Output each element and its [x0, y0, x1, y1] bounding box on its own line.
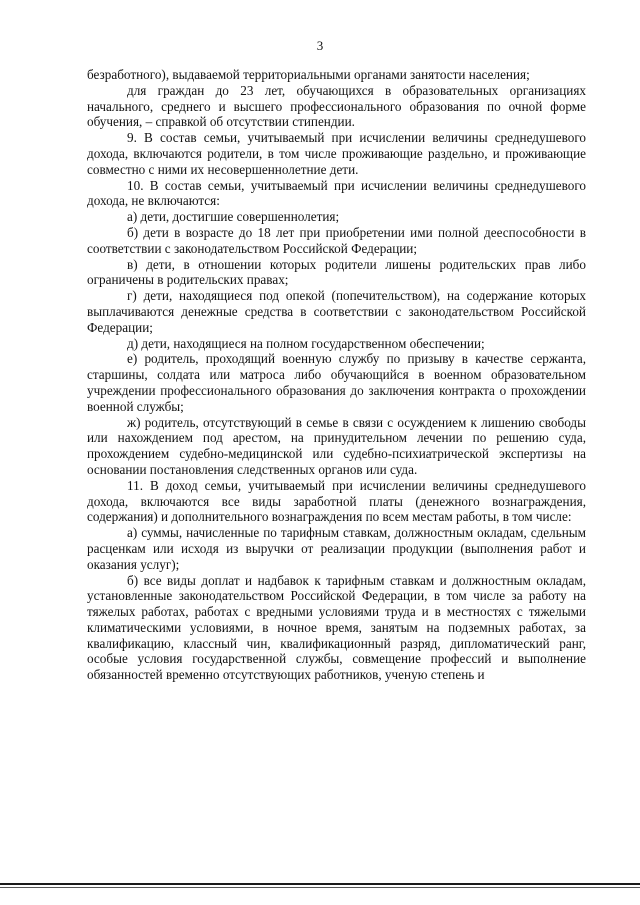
- page-number: 3: [316, 38, 324, 53]
- paragraph-item-11: 11. В доход семьи, учитываемый при исчислении величины среднедушевого дохода, включаются все виды заработной платы (денежного вознаграждения, содержания) и дополнительного вознаграждения по всем местам работы, в том числе:: [87, 477, 586, 525]
- paragraph-continuation: безработного), выдаваемой территориальными органами занятости населения;: [87, 67, 530, 82]
- paragraph-item-10-a: а) дети, достигшие совершеннолетия;: [127, 209, 340, 225]
- paragraph-item-10-e: е) родитель, проходящий военную службу по призыву в качестве сержанта, старшины, солдата или матроса либо обучающийся в военном образовательном учреждении профессионального образования до заключения контракта о прохождении военной службы;: [87, 351, 586, 414]
- paragraph-item-10-b: б) дети в возрасте до 18 лет при приобретении ими полной дееспособности в соответствии с законодательством Российской Федерации;: [87, 224, 586, 256]
- paragraph-item-11-a: а) суммы, начисленные по тарифным ставкам, должностным окладам, сдельным расценкам или исходя из выручки от реализации продукции (выполнения работ и оказания услуг);: [87, 525, 586, 572]
- scan-edge-rule: [0, 883, 640, 885]
- paragraph-item-9: 9. В состав семьи, учитываемый при исчислении величины среднедушевого дохода, включаются родители, в том числе проживающие раздельно, и проживающие совместно с ними их несовершеннолетние дети.: [87, 130, 586, 177]
- scan-edge-rule-thin: [0, 887, 640, 888]
- paragraph-item-11-b: б) все виды доплат и надбавок к тарифным ставкам и должностным окладам, установленные законодательством Российской Федерации, в том числе за работу на тяжелых работах, работах с вредными условиями труда и в местностях с тяжелыми климатическими условиями, в ночное время, занятым на подземных работах, за квалификацию, классный чин, квалификационный разряд, дипломатический ранг, особые условия государственной службы, совмещение профессий и выполнение обязанностей временно отсутствующих работников, ученую степень и: [87, 572, 586, 683]
- document-body: [87, 67, 586, 683]
- paragraph-item-10: 10. В состав семьи, учитываемый при исчислении величины среднедушевого дохода, не включаются:: [87, 177, 586, 209]
- paragraph-students-certificate: для граждан до 23 лет, обучающихся в образовательных организациях начального, среднего и высшего профессионального образования по очной форме обучения, – справкой об отсутствии стипендии.: [87, 82, 586, 130]
- paragraph-item-10-v: в) дети, в отношении которых родители лишены родительских прав либо ограничены в родительских правах;: [87, 256, 586, 288]
- paragraph-item-10-zh: ж) родитель, отсутствующий в семье в связи с осуждением к лишению свободы или нахождением под арестом, на принудительном лечении по решению суда, прохождением судебно-медицинской или судебно-психиатрической экспертизы на основании постановления следственных органов или суда.: [87, 414, 586, 477]
- paragraph-item-10-d: д) дети, находящиеся на полном государственном обеспечении;: [127, 335, 485, 351]
- paragraph-item-10-g: г) дети, находящиеся под опекой (попечительством), на содержание которых выплачиваются денежные средства в соответствии с законодательством Российской Федерации;: [87, 288, 586, 335]
